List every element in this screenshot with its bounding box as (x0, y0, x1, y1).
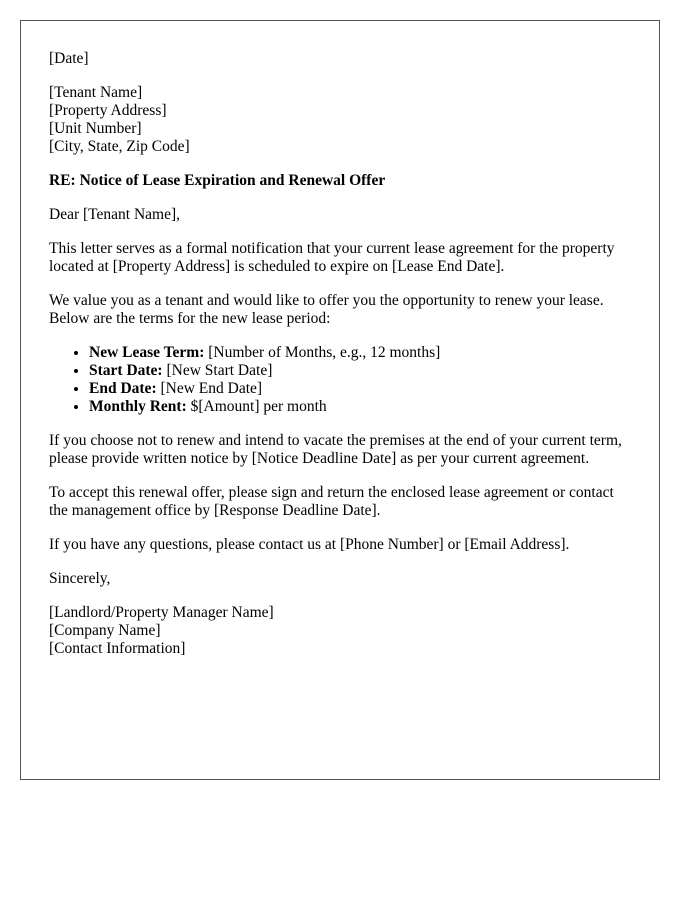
list-item (89, 380, 631, 398)
recipient-address: [Property Address] (49, 102, 167, 119)
signature-company: [Company Name] (49, 622, 161, 639)
list-item (89, 362, 631, 380)
letter-page (20, 20, 660, 780)
paragraph-accept: To accept this renewal offer, please sign and return the enclosed lease agreement or contact the management office by [Response Deadline Date]. (49, 484, 614, 519)
signature-block (49, 604, 631, 658)
paragraph-intro: This letter serves as a formal notification that your current lease agreement for the property located at [Property Address] is scheduled to expire on [Lease End Date]. (49, 240, 615, 275)
list-item (89, 398, 631, 416)
recipient-block (49, 84, 631, 156)
letter-body (21, 21, 659, 658)
closing: Sincerely, (49, 570, 111, 587)
recipient-city-state-zip: [City, State, Zip Code] (49, 138, 190, 155)
term-value: $[Amount] per month (186, 398, 327, 415)
letter-subject: RE: Notice of Lease Expiration and Renewal Offer (49, 172, 386, 189)
term-value: [Number of Months, e.g., 12 months] (204, 344, 441, 361)
term-value: [New End Date] (156, 380, 263, 397)
paragraph-vacate: If you choose not to renew and intend to vacate the premises at the end of your current term, please provide written notice by [Notice Deadline Date] as per your current agreement. (49, 432, 622, 467)
lease-terms-list (49, 344, 631, 416)
list-item (89, 344, 631, 362)
term-label: End Date: (89, 380, 157, 397)
recipient-unit: [Unit Number] (49, 120, 142, 137)
paragraph-questions: If you have any questions, please contact us at [Phone Number] or [Email Address]. (49, 536, 570, 553)
signature-contact: [Contact Information] (49, 640, 186, 657)
paragraph-offer: We value you as a tenant and would like to offer you the opportunity to renew your lease. Below are the terms for the new lease period: (49, 292, 604, 327)
term-value: [New Start Date] (162, 362, 273, 379)
recipient-name: [Tenant Name] (49, 84, 143, 101)
term-label: New Lease Term: (89, 344, 205, 361)
signature-name: [Landlord/Property Manager Name] (49, 604, 274, 621)
term-label: Monthly Rent: (89, 398, 187, 415)
letter-date: [Date] (49, 50, 89, 67)
term-label: Start Date: (89, 362, 163, 379)
salutation: Dear [Tenant Name], (49, 206, 181, 223)
